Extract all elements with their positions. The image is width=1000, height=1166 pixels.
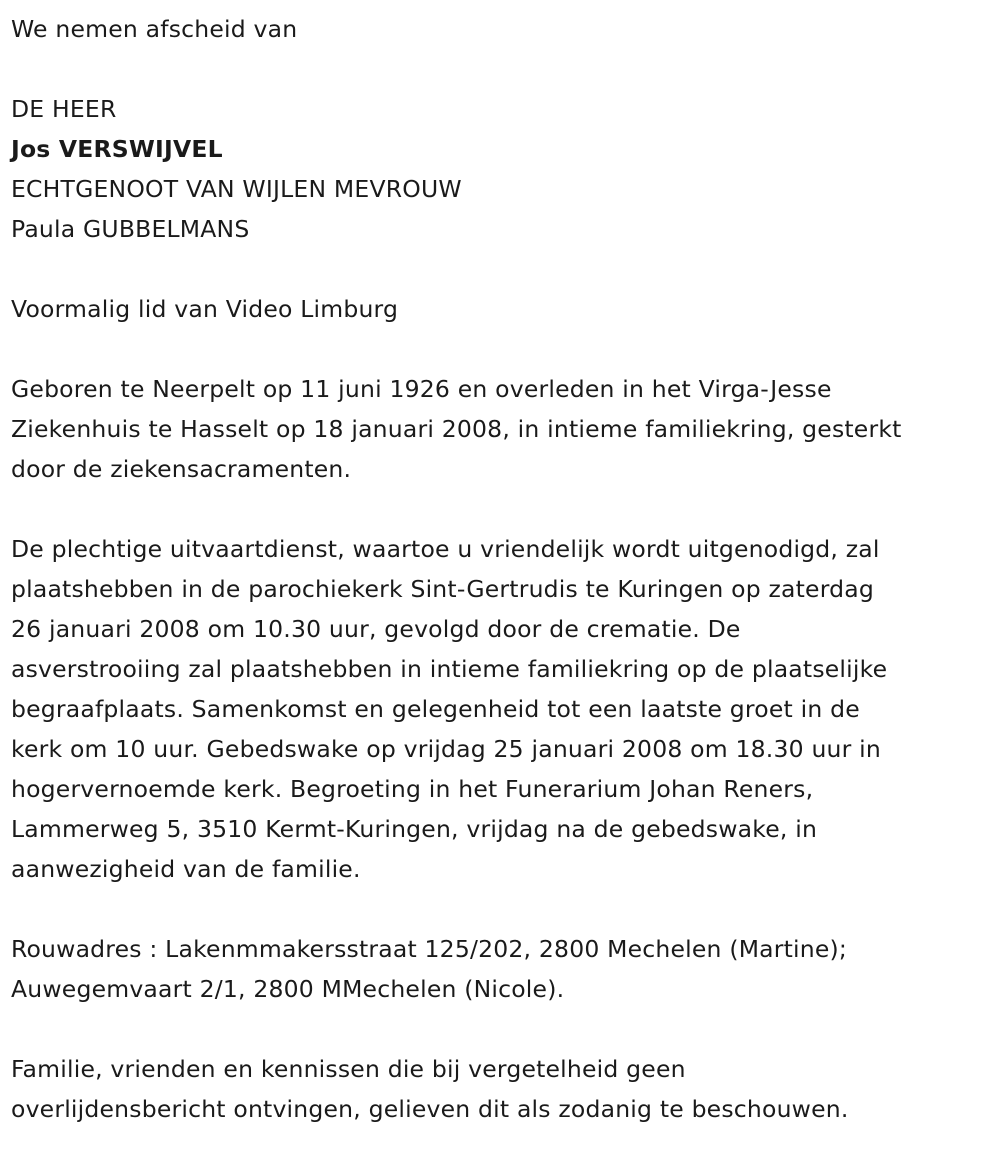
spacer — [11, 249, 988, 289]
spacer — [11, 1009, 988, 1049]
paragraph-line: De plechtige uitvaartdienst, waartoe u vriendelijk wordt uitgenodigd, zal — [11, 535, 880, 563]
paragraph-line: begraafplaats. Samenkomst en gelegenheid tot een laatste groet in de — [11, 695, 860, 723]
deceased-last-name: VERSWIJVEL — [58, 135, 223, 163]
paragraph-line: plaatshebben in de parochiekerk Sint-Gertrudis te Kuringen op zaterdag — [11, 575, 874, 603]
spouse-name: Paula GUBBELMANS — [11, 215, 250, 243]
paragraph-line: 26 januari 2008 om 10.30 uur, gevolgd door de crematie. De — [11, 615, 741, 643]
intro-text: We nemen afscheid van — [11, 15, 298, 43]
spacer — [11, 489, 988, 529]
address-line: Rouwadres : Lakenmmakersstraat 125/202, 2800 Mechelen (Martine); — [11, 935, 848, 963]
paragraph-line: door de ziekensacramenten. — [11, 455, 352, 483]
paragraph-line: Familie, vrienden en kennissen die bij vergetelheid geen — [11, 1055, 686, 1083]
paragraph-line: asverstrooiing zal plaatshebben in intieme familiekring op de plaatselijke — [11, 655, 888, 683]
spacer — [11, 329, 988, 369]
paragraph-line: kerk om 10 uur. Gebedswake op vrijdag 25 januari 2008 om 18.30 uur in — [11, 735, 881, 763]
address-paragraph — [11, 929, 988, 1009]
membership-text: Voormalig lid van Video Limburg — [11, 295, 399, 323]
title-prefix: DE HEER — [11, 95, 117, 123]
paragraph-line: overlijdensbericht ontvingen, gelieven dit als zodanig te beschouwen. — [11, 1095, 849, 1123]
paragraph-line: hogervernoemde kerk. Begroeting in het Funerarium Johan Reners, — [11, 775, 814, 803]
paragraph-line: Geboren te Neerpelt op 11 juni 1926 en overleden in het Virga-Jesse — [11, 375, 832, 403]
spacer — [11, 889, 988, 929]
paragraph-line: Ziekenhuis te Hasselt op 18 januari 2008, in intieme familiekring, gesterkt — [11, 415, 902, 443]
paragraph-line: Lammerweg 5, 3510 Kermt-Kuringen, vrijdag na de gebedswake, in — [11, 815, 818, 843]
deceased-name — [11, 129, 988, 169]
ceremony-paragraph — [11, 529, 988, 889]
birth-death-paragraph — [11, 369, 988, 489]
deceased-first-name: Jos — [11, 135, 51, 163]
closing-paragraph — [11, 1049, 988, 1129]
spouse-line: ECHTGENOOT VAN WIJLEN MEVROUW — [11, 175, 462, 203]
paragraph-line: aanwezigheid van de familie. — [11, 855, 361, 883]
spacer — [11, 49, 988, 89]
address-line: Auwegemvaart 2/1, 2800 MMechelen (Nicole). — [11, 975, 565, 1003]
